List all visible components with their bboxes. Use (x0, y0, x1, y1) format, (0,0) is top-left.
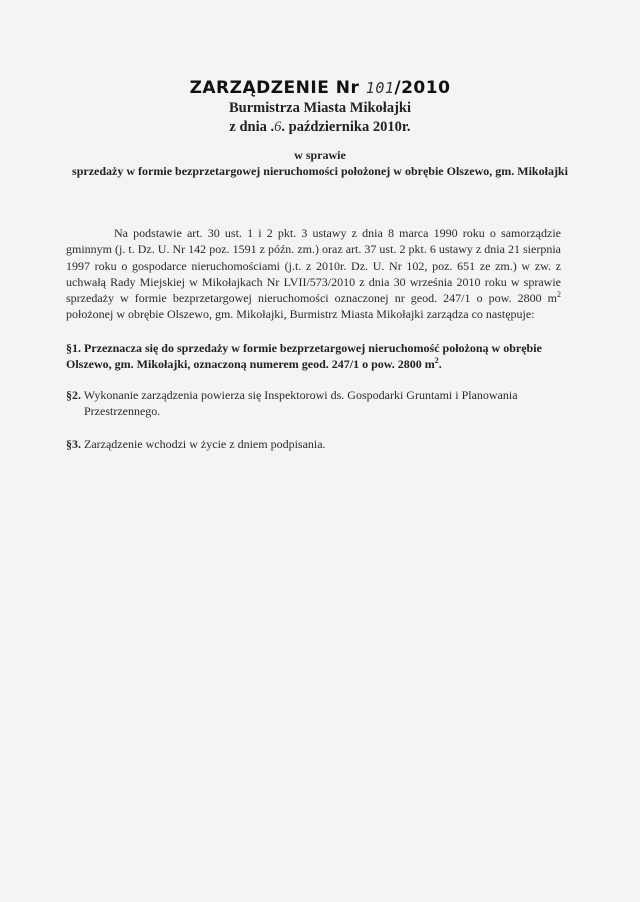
title-number: 101 (365, 79, 395, 97)
section-2 (66, 387, 561, 419)
section-2-text: Wykonanie zarządzenia powierza się Inspektorowi ds. Gospodarki Gruntami i Planowania (81, 388, 518, 402)
section-1 (66, 340, 561, 372)
document-date (0, 119, 640, 136)
in-matter-label: w sprawie (294, 148, 346, 162)
section-1-tail: . (438, 357, 442, 371)
title-prefix: ZARZĄDZENIE Nr (189, 78, 366, 98)
section-3 (66, 436, 561, 452)
document-title (0, 78, 640, 98)
preamble-text: Na podstawie art. 30 ust. 1 i 2 pkt. 3 ustawy z dnia 8 marca 1990 roku o samorządzie gminnym (j. t. Dz. U. Nr 142 poz. 1591 z późn. zm.) oraz art. 37 ust. 2 pkt. 6 ustawy z dnia 21 sierpnia 1997 roku o gospodarce nieruchomościami (j.t. z 2010r. Dz. U. Nr 102, poz. 651 ze zm.) w zw. z uchwałą Rady Miejskiej w Mikołajkach Nr LVII/573/2010 z dnia 30 września 2010 roku w sprawie sprzedaży w formie bezprzetargowej nieruchomości oznaczonej nr geod. 247/1 o pow. 2800 m (66, 226, 561, 306)
preamble-sup: 2 (557, 290, 561, 300)
date-suffix: . października 2010r. (281, 119, 411, 135)
title-suffix: /2010 (394, 78, 451, 98)
date-day: 6 (274, 119, 282, 135)
section-2-mark: §2. (66, 388, 81, 402)
preamble-tail: położonej w obrębie Olszewo, gm. Mikołajki, Burmistrz Miasta Mikołajki zarządza co następuje: (66, 307, 535, 322)
date-prefix: z dnia . (229, 119, 275, 135)
issuer: Burmistrza Miasta Mikołajki (228, 100, 412, 116)
section-3-mark: §3. (66, 437, 81, 451)
section-2-rest: Przestrzennego. (84, 404, 161, 418)
section-1-text: Przeznacza się do sprzedaży w formie bezprzetargowej nieruchomość położoną w obrębie Olszewo, gm. Mikołajki, oznaczoną numerem geod. 247/1 o pow. 2800 m (66, 341, 542, 371)
section-1-mark: §1. (66, 341, 81, 355)
document-subject: sprzedaży w formie bezprzetargowej nieruchomości położonej w obrębie Olszewo, gm. Mikołajki (72, 164, 568, 178)
section-1-sup: 2 (434, 356, 439, 365)
preamble-paragraph (66, 225, 561, 323)
section-3-text: Zarządzenie wchodzi w życie z dniem podpisania. (81, 437, 326, 451)
